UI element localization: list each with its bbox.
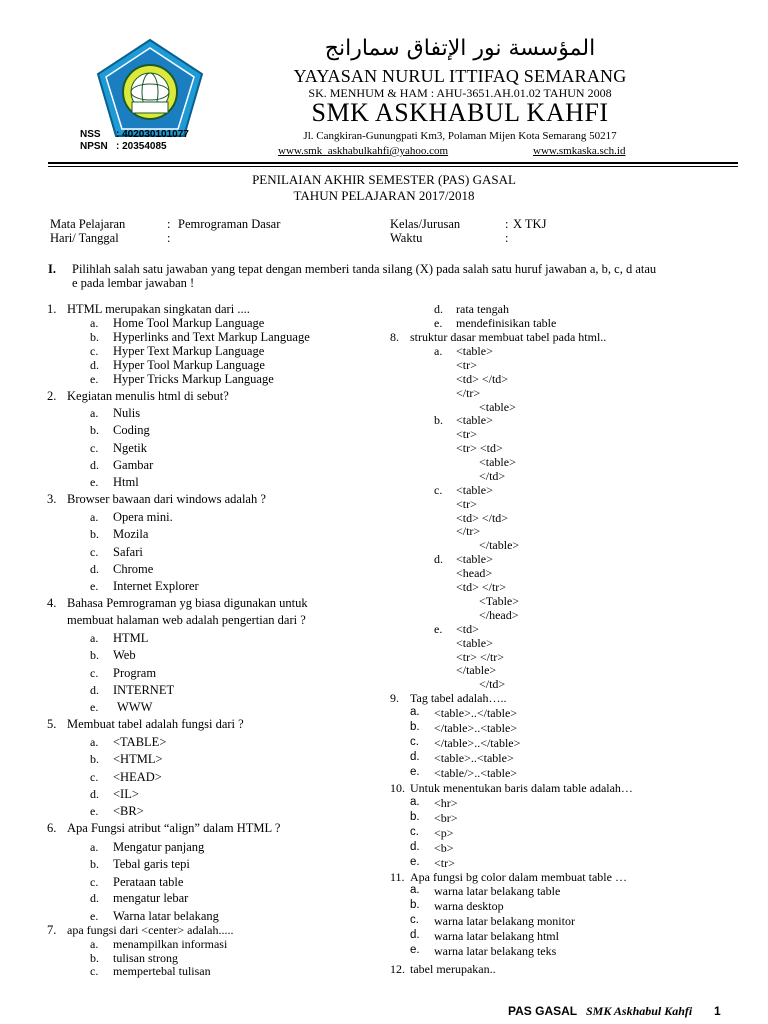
nss-value: : 402030101077 bbox=[116, 129, 189, 140]
col1-line-62: Apa Fungsi atribut “align” dalam HTML ? bbox=[67, 821, 281, 835]
col1-line-50: Membuat tabel adalah fungsi dari ? bbox=[67, 717, 244, 731]
col1-line-47: e. bbox=[90, 700, 99, 714]
col2-line-65: warna desktop bbox=[434, 899, 504, 913]
col2-line-47: <table/>..<table> bbox=[434, 766, 518, 780]
col2-line-61: Apa fungsi bg color dalam membuat table … bbox=[410, 870, 627, 884]
col2-line-15: <tr> <td> bbox=[456, 441, 503, 455]
col1-line-31: Safari bbox=[113, 545, 143, 559]
col2-line-56: d. bbox=[410, 841, 420, 853]
col1-line-68: Perataan table bbox=[113, 875, 184, 889]
class-label: Kelas/Jurusan bbox=[390, 217, 461, 231]
day-label: Hari/ Tanggal bbox=[50, 231, 119, 245]
col1-line-36: 4. bbox=[47, 596, 57, 610]
col2-line-13: <table> bbox=[456, 413, 493, 427]
class-value: X TKJ bbox=[513, 217, 547, 231]
school-name: SMK ASKHABUL KAHFI bbox=[311, 98, 609, 127]
col2-line-29: </head> bbox=[479, 608, 519, 622]
col1-line-74: apa fungsi dari <center> adalah..... bbox=[67, 923, 234, 937]
col1-line-66: Tebal garis tepi bbox=[113, 857, 190, 871]
col1-line-61: 6. bbox=[47, 821, 57, 835]
col1-line-27: Opera mini. bbox=[113, 510, 173, 524]
col1-line-34: e. bbox=[90, 579, 99, 593]
col1-line-26: a. bbox=[90, 510, 99, 524]
col2-line-40: b. bbox=[410, 721, 420, 733]
col1-line-23: Html bbox=[113, 475, 139, 489]
col2-line-60: 11. bbox=[390, 870, 405, 884]
col2-line-9: <td> </td> bbox=[456, 372, 509, 386]
col2-line-58: e. bbox=[410, 856, 420, 868]
decree-number: SK. MENHUM & HAM : AHU-3651.AH.01.02 TAHUN 2008 bbox=[308, 86, 612, 100]
foundation-name: YAYASAN NURUL ITTIFAQ SEMARANG bbox=[293, 66, 627, 86]
col2-line-25: <table> bbox=[456, 552, 493, 566]
col1-line-11: Hyper Tricks Markup Language bbox=[113, 372, 274, 386]
col2-line-32: <table> bbox=[456, 636, 493, 650]
col1-line-46: INTERNET bbox=[113, 683, 175, 697]
col1-line-3: Home Tool Markup Language bbox=[113, 316, 265, 330]
col1-line-58: <IL> bbox=[113, 787, 139, 801]
col1-line-41: b. bbox=[90, 648, 99, 662]
col2-line-49: Untuk menentukan baris dalam table adalah… bbox=[410, 781, 633, 795]
col1-line-19: Ngetik bbox=[113, 441, 148, 455]
col2-line-35: </td> bbox=[479, 677, 506, 691]
col2-line-73: tabel merupakan.. bbox=[410, 962, 496, 976]
col1-line-56: <HEAD> bbox=[113, 770, 162, 784]
col1-line-18: c. bbox=[90, 441, 99, 455]
col2-line-30: e. bbox=[434, 622, 443, 636]
col1-line-53: b. bbox=[90, 752, 99, 766]
col1-line-57: d. bbox=[90, 787, 99, 801]
col2-line-19: <table> bbox=[456, 483, 493, 497]
col1-line-70: mengatur lebar bbox=[113, 891, 189, 905]
col2-line-57: <b> bbox=[434, 841, 454, 855]
col1-line-35: Internet Explorer bbox=[113, 579, 199, 593]
col1-line-4: b. bbox=[90, 330, 99, 344]
col1-line-64: Mengatur panjang bbox=[113, 840, 205, 854]
col2-line-69: warna latar belakang html bbox=[434, 929, 559, 943]
col1-line-72: Warna latar belakang bbox=[113, 909, 219, 923]
col2-line-70: e. bbox=[410, 944, 420, 956]
col2-line-51: <hr> bbox=[434, 796, 458, 810]
col1-line-17: Coding bbox=[113, 423, 150, 437]
col1-line-33: Chrome bbox=[113, 562, 154, 576]
col1-line-43: c. bbox=[90, 666, 99, 680]
npsn-value: : 20354085 bbox=[116, 141, 167, 152]
col2-line-28: <Table> bbox=[479, 594, 520, 608]
col1-line-16: b. bbox=[90, 423, 99, 437]
col2-line-44: d. bbox=[410, 751, 420, 763]
col2-line-42: c. bbox=[410, 736, 419, 748]
col2-line-10: </tr> bbox=[456, 386, 481, 400]
col2-line-11: <table> bbox=[479, 400, 516, 414]
npsn-label: NPSN bbox=[80, 141, 108, 152]
footer-school-text: SMK Askhabul Kahfi bbox=[586, 1004, 693, 1018]
exam-year: TAHUN PELAJARAN 2017/2018 bbox=[293, 188, 475, 203]
col2-line-68: d. bbox=[410, 929, 420, 941]
col1-line-9: Hyper Tool Markup Language bbox=[113, 358, 265, 372]
col2-line-21: <td> </td> bbox=[456, 511, 509, 525]
col2-line-50: a. bbox=[410, 796, 420, 808]
time-label: Waktu bbox=[390, 231, 423, 245]
col2-line-71: warna latar belakang teks bbox=[434, 944, 557, 958]
footer-label: PAS GASAL bbox=[508, 1004, 578, 1018]
col2-line-39: <table>..</table> bbox=[434, 706, 518, 720]
col2-line-0: d. bbox=[434, 302, 443, 316]
col1-line-48: WWW bbox=[117, 700, 153, 714]
col1-line-63: a. bbox=[90, 840, 99, 854]
instruction-text: Pilihlah salah satu jawaban yang tepat dengan memberi tanda silang (X) pada salah satu huruf jawaban a, b, c, d atau bbox=[72, 262, 657, 276]
page-number: 1 bbox=[714, 1004, 721, 1018]
subject-label: Mata Pelajaran bbox=[50, 217, 126, 231]
school-email-link[interactable]: www.smk_askhabulkahfi@yahoo.com bbox=[278, 145, 449, 157]
col1-line-49: 5. bbox=[47, 717, 57, 731]
col1-line-79: c. bbox=[90, 964, 99, 978]
col1-line-73: 7. bbox=[47, 923, 57, 937]
instruction-text-cont: e pada lembar jawaban ! bbox=[72, 276, 195, 290]
col1-line-54: <HTML> bbox=[113, 752, 163, 766]
col1-line-22: e. bbox=[90, 475, 99, 489]
col1-line-40: HTML bbox=[113, 631, 149, 645]
col1-line-39: a. bbox=[90, 631, 99, 645]
exam-title: PENILAIAN AKHIR SEMESTER (PAS) GASAL bbox=[252, 172, 516, 187]
col1-line-30: c. bbox=[90, 545, 99, 559]
col2-line-66: c. bbox=[410, 914, 419, 926]
col2-line-8: <tr> bbox=[456, 358, 477, 372]
col1-line-14: a. bbox=[90, 406, 99, 420]
col1-line-8: d. bbox=[90, 358, 99, 372]
col2-line-22: </tr> bbox=[456, 524, 481, 538]
col2-line-23: </table> bbox=[479, 538, 520, 552]
col2-line-24: d. bbox=[434, 552, 443, 566]
col2-line-62: a. bbox=[410, 884, 420, 896]
col1-line-76: menampilkan informasi bbox=[113, 937, 228, 951]
col1-line-32: d. bbox=[90, 562, 99, 576]
col2-line-54: c. bbox=[410, 826, 419, 838]
subject-sep: : bbox=[167, 217, 171, 231]
col1-line-75: a. bbox=[90, 937, 99, 951]
col1-line-77: b. bbox=[90, 951, 99, 965]
arabic-foundation-name: المؤسسة نور الإتفاق سمارانج bbox=[324, 36, 596, 61]
col1-line-52: <TABLE> bbox=[113, 735, 167, 749]
col2-line-59: <tr> bbox=[434, 856, 455, 870]
col1-line-12: 2. bbox=[47, 389, 57, 403]
school-address: Jl. Cangkiran-Gunungpati Km3, Polaman Mijen Kota Semarang 50217 bbox=[303, 130, 617, 142]
time-sep: : bbox=[505, 231, 509, 245]
col2-line-3: mendefinisikan table bbox=[456, 316, 557, 330]
col1-line-59: e. bbox=[90, 804, 99, 818]
col1-line-10: e. bbox=[90, 372, 99, 386]
col1-line-29: Mozila bbox=[113, 527, 149, 541]
col2-line-1: rata tengah bbox=[456, 302, 509, 316]
col1-line-15: Nulis bbox=[113, 406, 141, 420]
col1-line-5: Hyperlinks and Text Markup Language bbox=[113, 330, 310, 344]
col1-line-28: b. bbox=[90, 527, 99, 541]
col2-line-63: warna latar belakang table bbox=[434, 884, 561, 898]
col1-line-67: c. bbox=[90, 875, 99, 889]
col1-line-21: Gambar bbox=[113, 458, 154, 472]
col1-line-45: d. bbox=[90, 683, 99, 697]
col2-line-33: <tr> </tr> bbox=[456, 650, 505, 664]
col2-line-34: </table> bbox=[456, 663, 497, 677]
col1-line-13: Kegiatan menulis html di sebut? bbox=[67, 389, 229, 403]
col1-line-71: e. bbox=[90, 909, 99, 923]
col2-line-36: 9. bbox=[390, 691, 399, 705]
col1-line-6: c. bbox=[90, 344, 99, 358]
col1-line-69: d. bbox=[90, 891, 99, 905]
col1-line-1: HTML merupakan singkatan dari .... bbox=[67, 302, 250, 316]
col2-line-48: 10. bbox=[390, 781, 405, 795]
col2-line-53: <br> bbox=[434, 811, 458, 825]
col2-line-4: 8. bbox=[390, 330, 399, 344]
col1-line-60: <BR> bbox=[113, 804, 144, 818]
col2-line-41: </table>..<table> bbox=[434, 721, 518, 735]
col2-line-31: <td> bbox=[456, 622, 479, 636]
col2-line-18: c. bbox=[434, 483, 443, 497]
header-divider bbox=[48, 162, 738, 164]
col1-line-25: Browser bawaan dari windows adalah ? bbox=[67, 492, 266, 506]
col1-line-20: d. bbox=[90, 458, 99, 472]
col2-line-46: e. bbox=[410, 766, 420, 778]
col2-line-64: b. bbox=[410, 899, 420, 911]
col2-line-55: <p> bbox=[434, 826, 454, 840]
col1-line-42: Web bbox=[113, 648, 136, 662]
col2-line-7: <table> bbox=[456, 344, 493, 358]
col1-line-24: 3. bbox=[47, 492, 57, 506]
col1-line-7: Hyper Text Markup Language bbox=[113, 344, 265, 358]
instruction-number: I. bbox=[48, 262, 56, 276]
header-divider-thin bbox=[48, 166, 738, 167]
col2-line-67: warna latar belakang monitor bbox=[434, 914, 575, 928]
col1-line-51: a. bbox=[90, 735, 99, 749]
col2-line-38: a. bbox=[410, 706, 420, 718]
school-website-link[interactable]: www.smkaska.sch.id bbox=[533, 145, 626, 157]
col2-line-20: <tr> bbox=[456, 497, 477, 511]
col1-line-37: Bahasa Pemrograman yg biasa digunakan untuk bbox=[67, 596, 308, 610]
col2-line-5: struktur dasar membuat tabel pada html.. bbox=[410, 330, 607, 344]
subject-value: Pemrograman Dasar bbox=[178, 217, 281, 231]
col2-line-43: </table>..</table> bbox=[434, 736, 521, 750]
col1-line-2: a. bbox=[90, 316, 99, 330]
col2-line-2: e. bbox=[434, 316, 443, 330]
day-sep: : bbox=[167, 231, 171, 245]
col2-line-26: <head> bbox=[456, 566, 493, 580]
col1-line-44: Program bbox=[113, 666, 157, 680]
col1-line-0: 1. bbox=[47, 302, 57, 316]
col2-line-52: b. bbox=[410, 811, 420, 823]
col2-line-37: Tag tabel adalah….. bbox=[410, 691, 507, 705]
col2-line-45: <table>..<table> bbox=[434, 751, 514, 765]
col1-line-65: b. bbox=[90, 857, 99, 871]
col2-line-14: <tr> bbox=[456, 427, 477, 441]
col2-line-72: 12. bbox=[390, 962, 405, 976]
col2-line-27: <td> </tr> bbox=[456, 580, 507, 594]
col2-line-17: </td> bbox=[479, 469, 506, 483]
col1-line-55: c. bbox=[90, 770, 99, 784]
class-sep: : bbox=[505, 217, 509, 231]
nss-label: NSS bbox=[80, 129, 101, 140]
col1-line-80: mempertebal tulisan bbox=[113, 964, 211, 978]
col2-line-16: <table> bbox=[479, 455, 516, 469]
col2-line-12: b. bbox=[434, 413, 443, 427]
col1-line-38: membuat halaman web adalah pengertian dari ? bbox=[67, 613, 306, 627]
footer-school bbox=[586, 1004, 692, 1019]
col2-line-6: a. bbox=[434, 344, 443, 358]
col1-line-78: tulisan strong bbox=[113, 951, 178, 965]
